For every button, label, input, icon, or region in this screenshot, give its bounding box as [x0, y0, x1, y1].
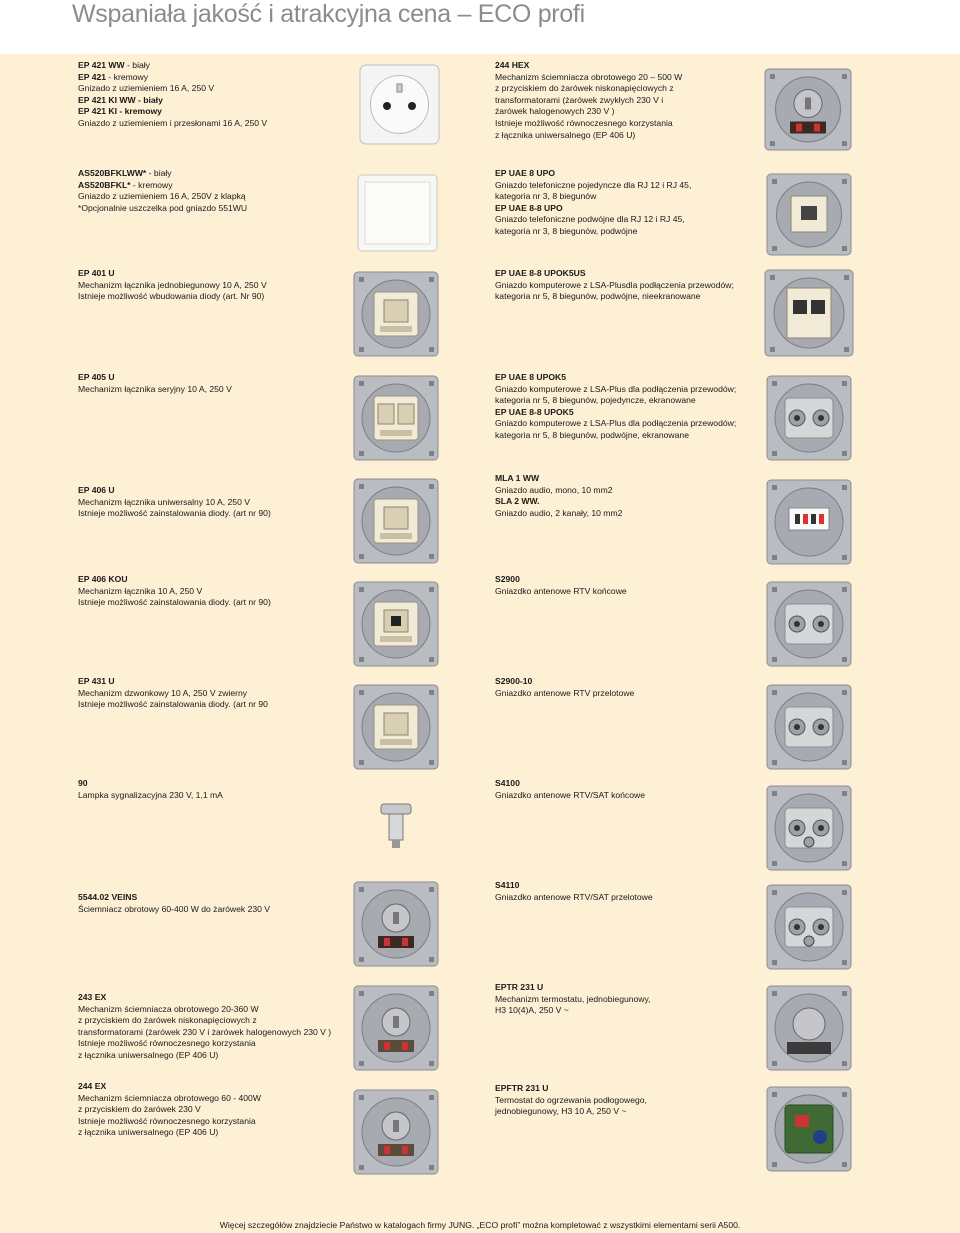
product-line [78, 892, 270, 904]
product-ep421 [78, 60, 267, 130]
product-text: z przyciskiem do żarówek niskonapięciowych z [495, 83, 674, 94]
product-text: - kremowy [106, 71, 149, 82]
product-text: Gniazdo z uziemieniem i przesłonami 16 A, 250 V [78, 117, 268, 128]
antenna-s290010-photo [765, 683, 853, 771]
product-text: Istnieje możliwość wbudowania diody (art. Nr 90) [78, 291, 265, 302]
product-line [78, 280, 267, 292]
product-244ex [78, 1081, 261, 1139]
product-text: jednobiegunowy, H3 10 A, 250 V ~ [495, 1106, 627, 1117]
product-line [495, 688, 634, 700]
product-line [78, 1015, 331, 1027]
product-line [78, 688, 268, 700]
product-text: Mechanizm dzwonkowy 10 A, 250 V zwierny [78, 687, 248, 698]
product-text: Mechanizm łącznika jednobiegunowy 10 A, 250 V [78, 279, 267, 290]
product-244hex [495, 60, 682, 141]
thermostat-epftr-photo [765, 1085, 853, 1173]
product-line [78, 372, 232, 384]
product-line [78, 1081, 261, 1093]
product-line [495, 1106, 647, 1118]
product-text: z przyciskiem do żarówek 230 V [78, 1104, 201, 1115]
product-text: kategoria nr 5, 8 biegunów, podwójne, nieekranowane [495, 291, 701, 302]
product-line [495, 676, 634, 688]
product-text: Mechanizm ściemniacza obrotowego 60 - 400W [78, 1092, 261, 1103]
product-line [78, 72, 267, 84]
product-line [78, 95, 267, 107]
product-text: z łącznika uniwersalnego (EP 406 U) [495, 129, 636, 140]
product-ep401 [78, 268, 267, 303]
product-line [495, 982, 651, 994]
product-text: Istnieje możliwość równoczesnego korzystania [78, 1038, 256, 1049]
product-line [495, 214, 691, 226]
product-text: Gniazdo komputerowe z LSA-Plus dla podłączenia przewodów; [495, 418, 737, 429]
product-line [78, 1093, 261, 1105]
product-line [495, 778, 645, 790]
product-line [495, 395, 736, 407]
product-line [495, 473, 622, 485]
product-text: kategoria nr 3, 8 biegunów [495, 191, 597, 202]
product-line [495, 280, 734, 292]
product-code: 5544.02 VEINS [78, 892, 138, 902]
socket-white-photo [357, 62, 442, 147]
product-code: MLA 1 WW [495, 473, 540, 483]
product-line [495, 106, 682, 118]
bell-ep431-photo [352, 683, 440, 771]
product-code: EP 421 [78, 71, 107, 82]
product-text: Gniazdo komputerowe z LSA-Plusdla podłączenia przewodów; [495, 279, 734, 290]
product-line [495, 95, 682, 107]
product-243ex [78, 992, 331, 1062]
dimmer-243ex-photo [352, 984, 440, 1072]
product-text: Istnieje możliwość równoczesnego korzystania [495, 117, 673, 128]
product-line [78, 83, 267, 95]
product-text: żarówek halogenowych 230 V ) [495, 106, 615, 117]
product-line [78, 1050, 331, 1062]
product-line [78, 168, 247, 180]
product-code: EP 406 KOU [78, 574, 128, 584]
product-line [78, 1004, 331, 1016]
product-line [495, 203, 691, 215]
product-code: 244 HEX [495, 60, 530, 70]
product-line [495, 1005, 651, 1017]
product-code: SLA 2 WW. [495, 496, 540, 507]
product-text: Ściemniacz obrotowy 60-400 W do żarówek 230 V [78, 903, 271, 914]
product-line [495, 586, 627, 598]
product-line [495, 496, 622, 508]
product-line [495, 372, 736, 384]
product-text: Gniazdo z uziemieniem 16 A, 250V z klapką [78, 191, 246, 202]
antenna-s4100-photo [765, 784, 853, 872]
product-uae88us [495, 268, 734, 303]
product-ep406kou [78, 574, 271, 609]
footer-note: Więcej szczegółów znajdziecie Państwo w katalogach firmy JUNG. „ECO profi” można kompletować z wszystkimi elementami serii A500. [219, 1220, 741, 1230]
product-line [78, 1116, 261, 1128]
page-title: Wspaniała jakość i atrakcyjna cena – ECO profi [72, 0, 585, 28]
product-line [78, 790, 223, 802]
product-text: Gnizado z uziemieniem 16 A, 250 V [78, 83, 215, 94]
dimmer-veins-photo [352, 880, 440, 968]
product-line [78, 191, 247, 203]
product-line [495, 418, 736, 430]
product-line [78, 180, 247, 192]
product-line [78, 291, 267, 303]
data-socket-k5-photo [765, 374, 853, 462]
product-text: Gniazdo komputerowe z LSA-Plus dla podłączenia przewodów; [495, 383, 737, 394]
product-text: transformatorami (żarówek 230 V i żarówek halogenowych 230 V ) [78, 1026, 332, 1037]
product-line [495, 72, 682, 84]
product-text: Istnieje możliwość równoczesnego korzystania [78, 1115, 256, 1126]
product-text: Istnieje możliwość zainstalowania diody. (art nr 90) [78, 597, 271, 608]
phone-socket-photo [765, 172, 853, 257]
product-text: z łącznika uniwersalnego (EP 406 U) [78, 1049, 219, 1060]
product-code: S2900 [495, 574, 520, 584]
data-socket-us-photo [763, 268, 855, 358]
product-text: kategoria nr 3, 8 biegunów, podwójne [495, 225, 638, 236]
product-line [495, 291, 734, 303]
product-text: Istnieje możliwość zainstalowania diody. (art nr 90 [78, 699, 268, 710]
product-veins [78, 892, 270, 915]
product-code: AS520BFKLWW* [78, 168, 147, 178]
dimmer-244hex-photo [763, 67, 853, 152]
product-line [495, 168, 691, 180]
product-line [78, 203, 247, 215]
product-as520 [78, 168, 247, 214]
switch-ep405-photo [352, 374, 440, 462]
product-code: EPTR 231 U [495, 982, 544, 992]
product-n90 [78, 778, 223, 801]
product-code: S4100 [495, 778, 520, 788]
product-text: Lampka sygnalizacyjna 230 V, 1,1 mA [78, 789, 223, 800]
product-text: Gniazdko antenowe RTV końcowe [495, 585, 627, 596]
product-line [495, 180, 691, 192]
product-uae8 [495, 168, 691, 238]
product-line [78, 1127, 261, 1139]
product-text: transformatorami (żarówek zwykłych 230 V i [495, 94, 664, 105]
product-line [78, 508, 271, 520]
product-text: Gniazdko antenowe RTV przelotowe [495, 687, 635, 698]
product-line [78, 586, 271, 598]
product-text: z przyciskiem do żarówek niskonapięciowych z [78, 1015, 257, 1026]
audio-socket-photo [765, 478, 853, 566]
product-text: - kremowy [130, 179, 173, 190]
product-line [495, 1095, 647, 1107]
product-text: z łącznika uniwersalnego (EP 406 U) [78, 1127, 219, 1138]
product-line [495, 268, 734, 280]
product-text: Gniazdo telefoniczne podwójne dla RJ 12 i RJ 45, [495, 214, 685, 225]
switch-ep401-photo [352, 270, 440, 358]
product-eptr [495, 982, 651, 1017]
product-line [78, 1104, 261, 1116]
antenna-s2900-photo [765, 580, 853, 668]
product-line [495, 880, 653, 892]
product-code: EP UAE 8-8 UPO [495, 202, 563, 213]
product-code: S4110 [495, 880, 520, 890]
product-text: Gniazdko antenowe RTV/SAT przelotowe [495, 891, 653, 902]
product-s2900 [495, 574, 627, 597]
product-line [495, 130, 682, 142]
product-text: Mechanizm łącznika uniwersalny 10 A, 250 V [78, 496, 250, 507]
product-line [78, 268, 267, 280]
product-text: Istnieje możliwość zainstalowania diody. (art nr 90) [78, 508, 271, 519]
product-line [495, 60, 682, 72]
product-code: EP 431 U [78, 676, 115, 686]
dimmer-244ex-photo [352, 1088, 440, 1176]
product-line [78, 778, 223, 790]
product-text: Termostat do ogrzewania podłogowego, [495, 1094, 647, 1105]
product-code: EP 421 WW [78, 60, 125, 70]
product-epftr [495, 1083, 647, 1118]
product-line [495, 430, 736, 442]
product-line [495, 485, 622, 497]
product-line [78, 699, 268, 711]
product-text: Gniazdko antenowe RTV/SAT końcowe [495, 789, 645, 800]
product-line [78, 485, 271, 497]
product-text: - biały [124, 60, 150, 70]
product-line [78, 60, 267, 72]
product-line [495, 508, 622, 520]
product-s4100 [495, 778, 645, 801]
product-ep406 [78, 485, 271, 520]
product-code: EPFTR 231 U [495, 1083, 549, 1093]
product-line [495, 83, 682, 95]
product-text: Mechanizm ściemniacza obrotowego 20 – 500 W [495, 71, 683, 82]
product-code: 243 EX [78, 992, 107, 1002]
product-line [495, 407, 736, 419]
product-code: EP UAE 8 UPOK5 [495, 372, 567, 382]
product-line [495, 994, 651, 1006]
product-code: EP UAE 8 UPO [495, 168, 556, 178]
product-text: *Opcjonalnie uszczelka pod gniazdo 551WU [78, 202, 248, 213]
product-line [495, 384, 736, 396]
product-text: kategoria nr 5, 8 biegunów, podwójne, ekranowane [495, 429, 689, 440]
product-line [78, 497, 271, 509]
product-code: EP 401 U [78, 268, 115, 278]
signal-lamp-photo [378, 800, 414, 850]
switch-ep406kou-photo [352, 580, 440, 668]
product-line [78, 1027, 331, 1039]
product-code: EP 421 KI WW - biały [78, 94, 163, 105]
product-text: H3 10(4)A, 250 V ~ [495, 1005, 569, 1016]
product-text: Gniazdo audio, mono, 10 mm2 [495, 484, 613, 495]
product-line [495, 574, 627, 586]
product-code: S2900-10 [495, 676, 533, 686]
product-s290010 [495, 676, 634, 699]
product-code: EP 406 U [78, 485, 115, 495]
product-code: 90 [78, 778, 88, 788]
product-ep405 [78, 372, 232, 395]
product-line [78, 992, 331, 1004]
product-line [495, 226, 691, 238]
product-line [495, 790, 645, 802]
product-text: kategoria nr 5, 8 biegunów, pojedyncze, ekranowane [495, 395, 696, 406]
product-line [78, 574, 271, 586]
switch-ep406-photo [352, 477, 440, 565]
product-text: Gniazdo telefoniczne pojedyncze dla RJ 12 i RJ 45, [495, 179, 692, 190]
product-line [495, 1083, 647, 1095]
product-code: AS520BFKL* [78, 179, 131, 190]
product-line [78, 1038, 331, 1050]
product-line [495, 892, 653, 904]
product-line [78, 106, 267, 118]
product-line [78, 904, 270, 916]
antenna-s4110-photo [765, 883, 853, 971]
product-text: Mechanizm łącznika seryjny 10 A, 250 V [78, 383, 232, 394]
product-code: EP 421 KI - kremowy [78, 106, 162, 117]
product-line [495, 118, 682, 130]
product-code: EP 405 U [78, 372, 115, 382]
product-mla [495, 473, 622, 519]
product-text: Mechanizm ściemniacza obrotowego 20-360 W [78, 1003, 259, 1014]
product-text: Mechanizm termostatu, jednobiegunowy, [495, 993, 651, 1004]
product-line [78, 118, 267, 130]
product-uae8k5 [495, 372, 736, 442]
product-code: 244 EX [78, 1081, 107, 1091]
product-ep431 [78, 676, 268, 711]
product-line [78, 384, 232, 396]
product-line [78, 597, 271, 609]
product-text: Gniazdo audio, 2 kanały, 10 mm2 [495, 507, 623, 518]
product-code: EP UAE 8-8 UPOK5US [495, 268, 586, 278]
product-line [495, 191, 691, 203]
product-text: Mechanizm łącznika 10 A, 250 V [78, 585, 203, 596]
socket-flap-photo [355, 172, 440, 254]
product-line [78, 676, 268, 688]
product-text: - biały [146, 168, 172, 178]
product-s4110 [495, 880, 653, 903]
product-code: EP UAE 8-8 UPOK5 [495, 406, 574, 417]
thermostat-eptr-photo [765, 984, 853, 1072]
